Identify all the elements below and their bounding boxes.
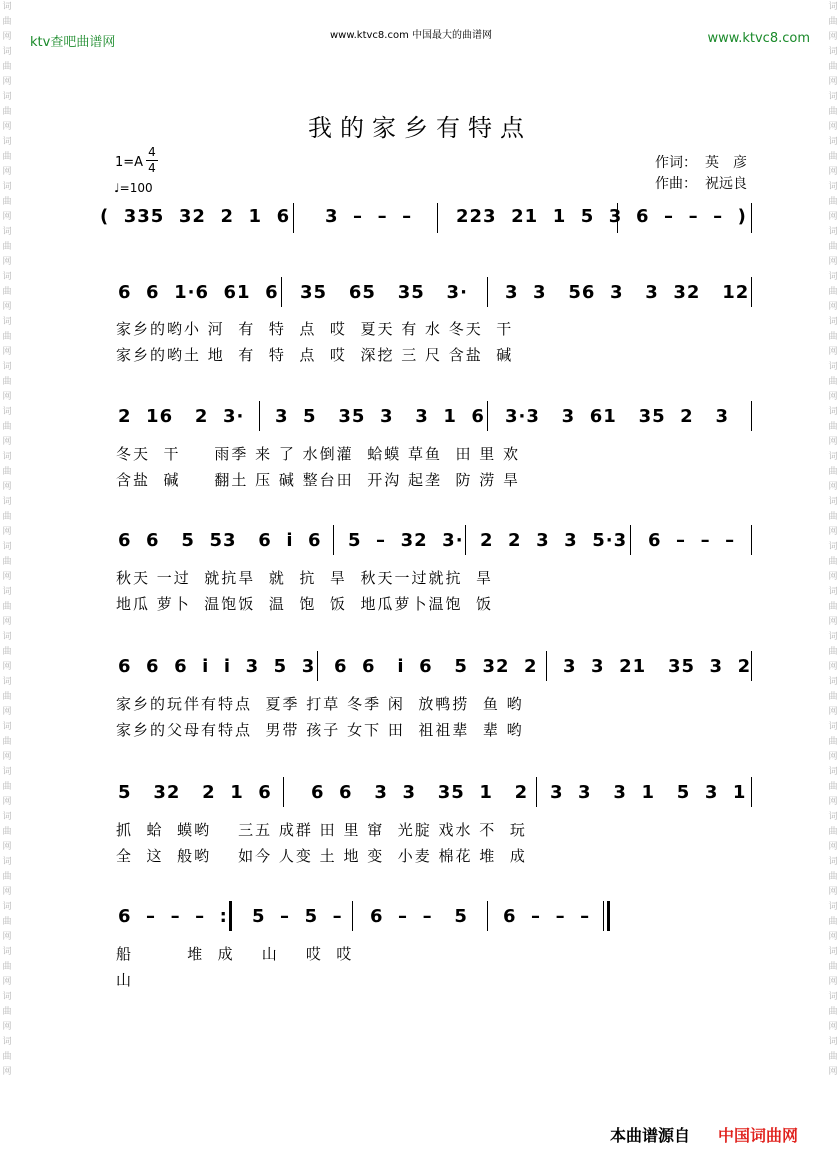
credits bbox=[655, 153, 747, 195]
row1-lyric-verse2: 家乡的哟土 地 有 特 点 哎 深挖 三 尺 含盐 碱 bbox=[116, 346, 514, 364]
row6-measure-3: 6 – – 5 bbox=[370, 906, 468, 927]
row2-measure-3: 3·3 3 61 35 2 3 bbox=[505, 406, 730, 427]
row3-lyric-verse1: 秋天 一过 就抗旱 就 抗 旱 秋天一过就抗 旱 bbox=[116, 569, 493, 587]
barline bbox=[281, 277, 282, 307]
row5-lyric-verse1: 抓 蛤 蟆哟 三五 成群 田 里 窜 光腚 戏水 不 玩 bbox=[116, 821, 527, 839]
barline bbox=[465, 525, 466, 555]
row4-lyric-verse2: 家乡的父母有特点 男带 孩子 女下 田 祖祖辈 辈 哟 bbox=[116, 721, 524, 739]
lyricist-label: 作词： bbox=[655, 155, 697, 171]
row5-measure-1: 5 32 2 1 6 bbox=[118, 782, 272, 803]
intro-measure-4: 6 – – – ) bbox=[636, 206, 747, 227]
row3-measure-3: 2 2 3 3 5·3 bbox=[480, 530, 628, 551]
lyricist-name: 英 彦 bbox=[705, 155, 747, 171]
barline bbox=[751, 203, 752, 233]
row6-measure-1: 6 – – – : bbox=[118, 906, 228, 927]
final-barline-thick bbox=[607, 901, 610, 931]
song-title: 我的家乡有特点 bbox=[308, 114, 532, 142]
footer-source-label: 本曲谱源自 bbox=[610, 1126, 691, 1145]
header-site-name[interactable]: ktv查吧曲谱网 bbox=[30, 35, 116, 50]
barline bbox=[352, 901, 353, 931]
row6-measure-2: 5 – 5 – bbox=[252, 906, 343, 927]
final-barline-thin bbox=[603, 901, 604, 931]
barline bbox=[546, 651, 547, 681]
row3-lyric-verse2: 地瓜 萝卜 温饱饭 温 饱 饭 地瓜萝卜温饱 饭 bbox=[116, 595, 493, 613]
row1-lyric-verse1: 家乡的哟小 河 有 特 点 哎 夏天 有 水 冬天 干 bbox=[116, 320, 514, 338]
intro-measure-1: ( 335 32 2 1 6 bbox=[100, 206, 291, 227]
row3-measure-4: 6 – – – bbox=[648, 530, 736, 551]
repeat-barline bbox=[229, 901, 232, 931]
barline bbox=[487, 901, 488, 931]
header-tagline: www.ktvc8.com 中国最大的曲谱网 bbox=[330, 30, 493, 41]
row4-measure-3: 3 3 21 35 3 2 bbox=[563, 656, 752, 677]
row5-measure-2: 6 6 3 3 35 1 2 bbox=[311, 782, 529, 803]
row2-lyric-verse2: 含盐 碱 翻土 压 碱 整台田 开沟 起垄 防 涝 旱 bbox=[116, 471, 521, 489]
barline bbox=[751, 277, 752, 307]
barline bbox=[283, 777, 284, 807]
footer-site-link[interactable]: 中国词曲网 bbox=[718, 1126, 799, 1145]
intro-measure-2: 3 – – – bbox=[325, 206, 413, 227]
row3-measure-2: 5 – 32 3· bbox=[348, 530, 464, 551]
barline bbox=[536, 777, 537, 807]
key-signature: 1=A bbox=[115, 155, 144, 170]
composer-name: 祝远良 bbox=[705, 176, 747, 192]
composer-label: 作曲： bbox=[655, 176, 697, 192]
barline bbox=[259, 401, 260, 431]
barline bbox=[751, 525, 752, 555]
row2-measure-1: 2 16 2 3· bbox=[118, 406, 245, 427]
row4-measure-2: 6 6 i 6 5 32 2 bbox=[334, 656, 538, 677]
barline bbox=[487, 401, 488, 431]
barline bbox=[293, 203, 294, 233]
row2-lyric-verse1: 冬天 干 雨季 来 了 水倒灌 蛤蟆 草鱼 田 里 欢 bbox=[116, 445, 521, 463]
tempo-marking: ♩=100 bbox=[114, 181, 153, 195]
row4-lyric-verse1: 家乡的玩伴有特点 夏季 打草 冬季 闲 放鸭捞 鱼 哟 bbox=[116, 695, 524, 713]
row3-measure-1: 6 6 5 53 6 i 6 bbox=[118, 530, 322, 551]
row1-measure-3: 3 3 56 3 3 32 12 bbox=[505, 282, 750, 303]
watermark-right: 词曲网词曲网词曲网词曲网词曲网词曲网词曲网词曲网词曲网词曲网词曲网词曲网词曲网词曲网词曲网词曲网词曲网词曲网词曲网词曲网词曲网词曲网词曲网词曲网 bbox=[828, 2, 838, 1077]
barline bbox=[630, 525, 631, 555]
barline bbox=[487, 277, 488, 307]
row6-lyric-verse2: 山 bbox=[116, 971, 134, 989]
row5-lyric-verse2: 全 这 般哟 如今 人变 土 地 变 小麦 棉花 堆 成 bbox=[116, 847, 527, 865]
header-site-url[interactable]: www.ktvc8.com bbox=[707, 31, 810, 46]
barline bbox=[437, 203, 438, 233]
row6-lyric-verse1: 船 堆 成 山 哎 哎 bbox=[116, 945, 354, 963]
barline bbox=[333, 525, 334, 555]
barline bbox=[751, 777, 752, 807]
row4-measure-1: 6 6 6 i i 3 5 3 bbox=[118, 656, 316, 677]
meter-bottom: 4 bbox=[148, 161, 156, 175]
barline bbox=[317, 651, 318, 681]
row2-measure-2: 3 5 35 3 3 1 6 bbox=[275, 406, 485, 427]
barline bbox=[617, 203, 618, 233]
row1-measure-1: 6 6 1·6 61 6 bbox=[118, 282, 279, 303]
barline bbox=[751, 401, 752, 431]
intro-measure-3: 223 21 1 5 3 bbox=[456, 206, 623, 227]
time-signature bbox=[146, 146, 158, 175]
barline bbox=[751, 651, 752, 681]
watermark-left: 词曲网词曲网词曲网词曲网词曲网词曲网词曲网词曲网词曲网词曲网词曲网词曲网词曲网词曲网词曲网词曲网词曲网词曲网词曲网词曲网词曲网词曲网词曲网词曲网 bbox=[2, 2, 12, 1077]
row5-measure-3: 3 3 3 1 5 3 1 bbox=[550, 782, 747, 803]
row1-measure-2: 35 65 35 3· bbox=[300, 282, 468, 303]
row6-measure-4: 6 – – – bbox=[503, 906, 591, 927]
meter-top: 4 bbox=[148, 145, 156, 159]
